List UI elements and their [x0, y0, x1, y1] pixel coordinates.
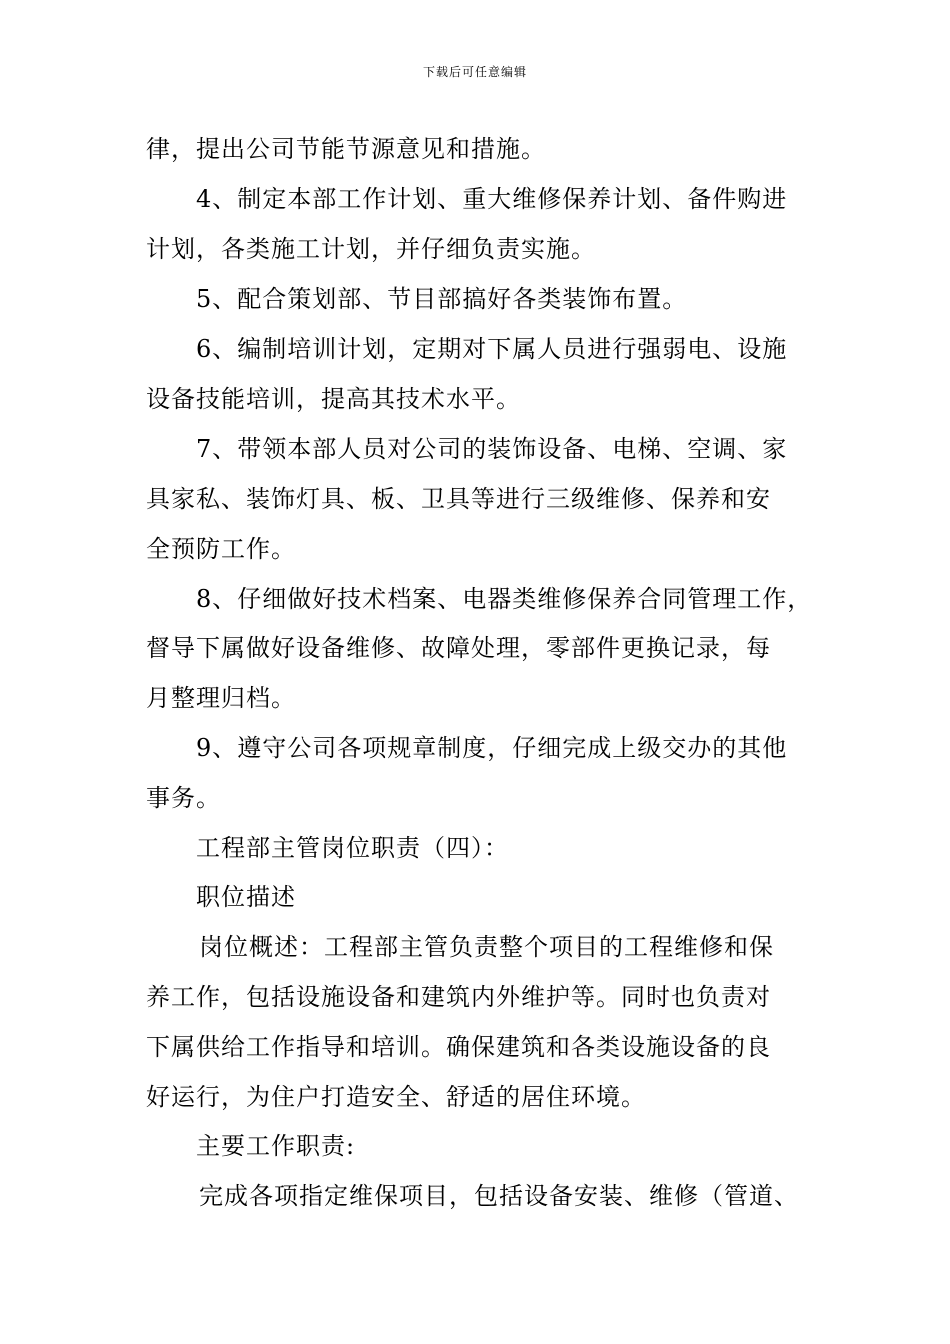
paragraph-line: 5、配合策划部、节目部搞好各类装饰布置。 [196, 285, 688, 313]
paragraph-line: 岗位概述：工程部主管负责整个项目的工程维修和保 [199, 933, 774, 961]
section-heading: 工程部主管岗位职责（四）： [196, 834, 509, 862]
page-header-note: 下载后可任意编辑 [422, 65, 527, 79]
paragraph-line: 全预防工作。 [146, 535, 296, 563]
paragraph-line: 好运行，为住户打造安全、舒适的居住环境。 [146, 1083, 646, 1111]
paragraph-line: 完成各项指定维保项目，包括设备安装、维修（管道、 [199, 1182, 799, 1210]
paragraph-line: 月整理归档。 [146, 684, 296, 712]
paragraph-line: 8、仔细做好技术档案、电器类维修保养合同管理工作， [196, 585, 813, 613]
subsection-heading: 职位描述 [196, 883, 296, 911]
paragraph-line: 督导下属做好设备维修、故障处理，零部件更换记录，每 [146, 634, 771, 662]
paragraph-line: 律，提出公司节能节源意见和措施。 [146, 135, 546, 163]
paragraph-line: 下属供给工作指导和培训。确保建筑和各类设施设备的良 [146, 1033, 771, 1061]
paragraph-line: 6、编制培训计划，定期对下属人员进行强弱电、设施 [196, 335, 788, 363]
paragraph-line: 具家私、装饰灯具、板、卫具等进行三级维修、保养和安 [146, 485, 771, 513]
paragraph-line: 7、带领本部人员对公司的装饰设备、电梯、空调、家 [196, 435, 788, 463]
paragraph-line: 9、遵守公司各项规章制度，仔细完成上级交办的其他 [196, 734, 788, 762]
paragraph-line: 养工作，包括设施设备和建筑内外维护等。同时也负责对 [146, 983, 771, 1011]
paragraph-line: 事务。 [146, 784, 221, 812]
paragraph-line: 4、制定本部工作计划、重大维修保养计划、备件购进 [196, 185, 788, 213]
paragraph-line: 计划，各类施工计划，并仔细负责实施。 [146, 235, 596, 263]
subsection-heading: 主要工作职责: [196, 1132, 356, 1160]
paragraph-line: 设备技能培训，提高其技术水平。 [146, 385, 521, 413]
